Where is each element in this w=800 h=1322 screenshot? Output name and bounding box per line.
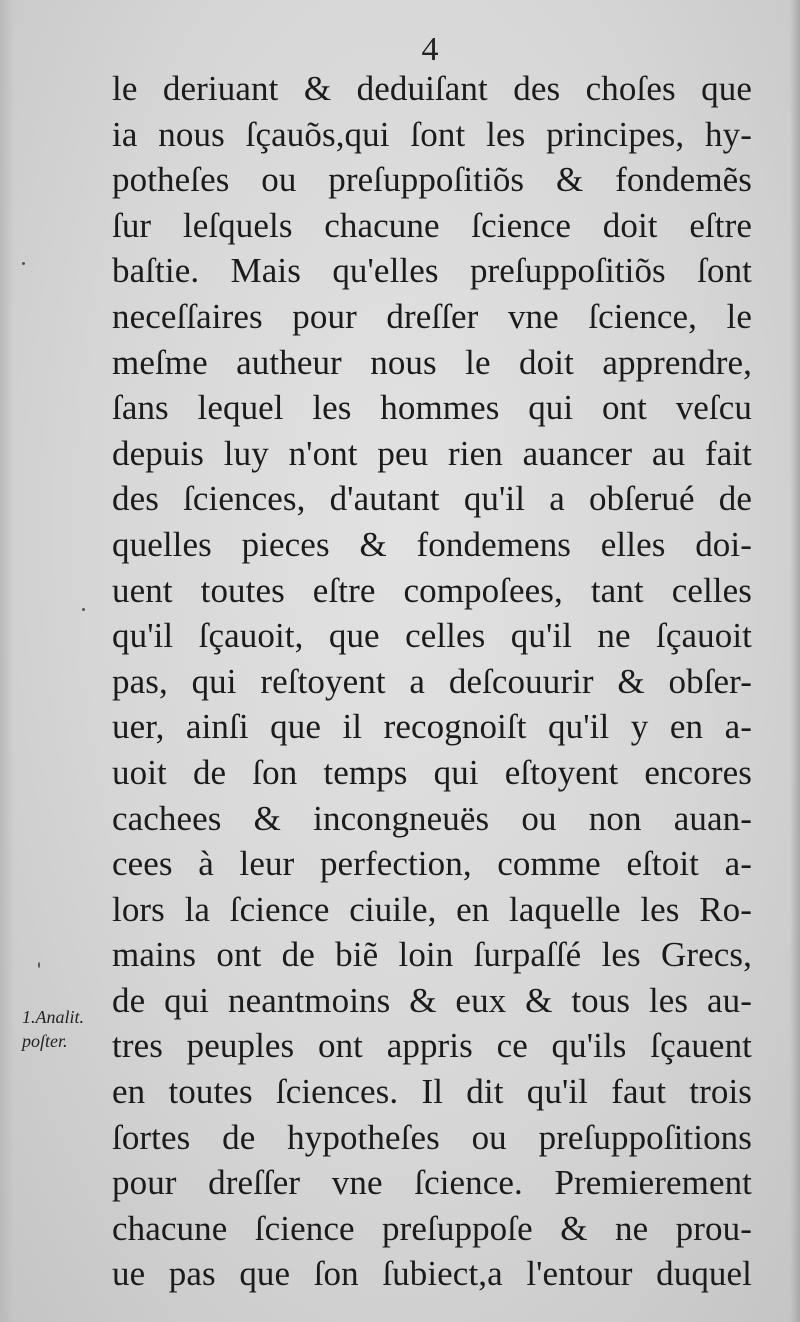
text-line: ſortes de hypotheſes ou preſuppoſitions — [112, 1117, 752, 1157]
ink-speck — [38, 962, 40, 968]
text-line: neceſſaires pour dreſſer vne ſcience, le — [112, 296, 752, 336]
text-line: cachees & incongneuës ou non auan- — [112, 798, 752, 838]
text-line: pour dreſſer vne ſcience. Premierement — [112, 1163, 752, 1203]
page-right-edge-shadow — [790, 0, 800, 1322]
text-line: de qui neantmoins & eux & tous les au- — [112, 980, 752, 1020]
text-line: en toutes ſciences. Il dit qu'il faut trois — [112, 1072, 752, 1112]
margin-note-line: poſter. — [22, 1031, 68, 1051]
text-line: potheſes ou preſuppoſitiõs & fondemẽs — [112, 160, 752, 200]
text-line: quelles pieces & fondemens elles doi- — [112, 524, 752, 564]
text-line: mains ont de biẽ loin ſurpaſſé les Grecs, — [112, 935, 752, 975]
text-line: uer, ainſi que il recognoiſt qu'il y en a- — [112, 707, 752, 747]
text-line: ia nous ſçauõs,qui ſont les principes, hy- — [112, 114, 752, 154]
text-line: le deriuant & deduiſant des choſes que — [112, 69, 752, 108]
ink-speck — [82, 608, 85, 611]
text-line: ue pas que ſon ſubiect,a l'entour duquel — [112, 1254, 752, 1294]
text-line: pas, qui reſtoyent a deſcouurir & obſer- — [112, 661, 752, 701]
text-line: depuis luy n'ont peu rien auancer au fait — [112, 433, 752, 473]
page-left-edge-shadow — [0, 0, 14, 1322]
body-text — [112, 66, 752, 1297]
text-line: tres peuples ont appris ce qu'ils ſçauent — [112, 1026, 752, 1066]
text-line: des ſciences, d'autant qu'il a obſerué de — [112, 479, 752, 519]
page-number: 4 — [421, 31, 439, 68]
text-line: ſans lequel les hommes qui ont veſcu — [112, 388, 752, 428]
text-line: lors la ſcience ciuile, en laquelle les Ro- — [112, 889, 752, 929]
text-line: qu'il ſçauoit, que celles qu'il ne ſçauoit — [112, 616, 752, 656]
margin-note-line: 1.Analit. — [22, 1007, 84, 1027]
text-line: meſme autheur nous le doit apprendre, — [112, 342, 752, 382]
ink-speck — [22, 262, 25, 265]
text-line: cees à leur perfection, comme eſtoit a- — [112, 844, 752, 884]
text-line: uoit de ſon temps qui eſtoyent encores — [112, 752, 752, 792]
text-line: chacune ſcience preſuppoſe & ne prou- — [112, 1208, 752, 1248]
text-line: ſur leſquels chacune ſcience doit eſtre — [112, 205, 752, 245]
margin-note — [22, 1005, 132, 1053]
text-line: uent toutes eſtre compoſees, tant celles — [112, 570, 752, 610]
text-line: baſtie. Mais qu'elles preſuppoſitiõs ſont — [112, 251, 752, 291]
